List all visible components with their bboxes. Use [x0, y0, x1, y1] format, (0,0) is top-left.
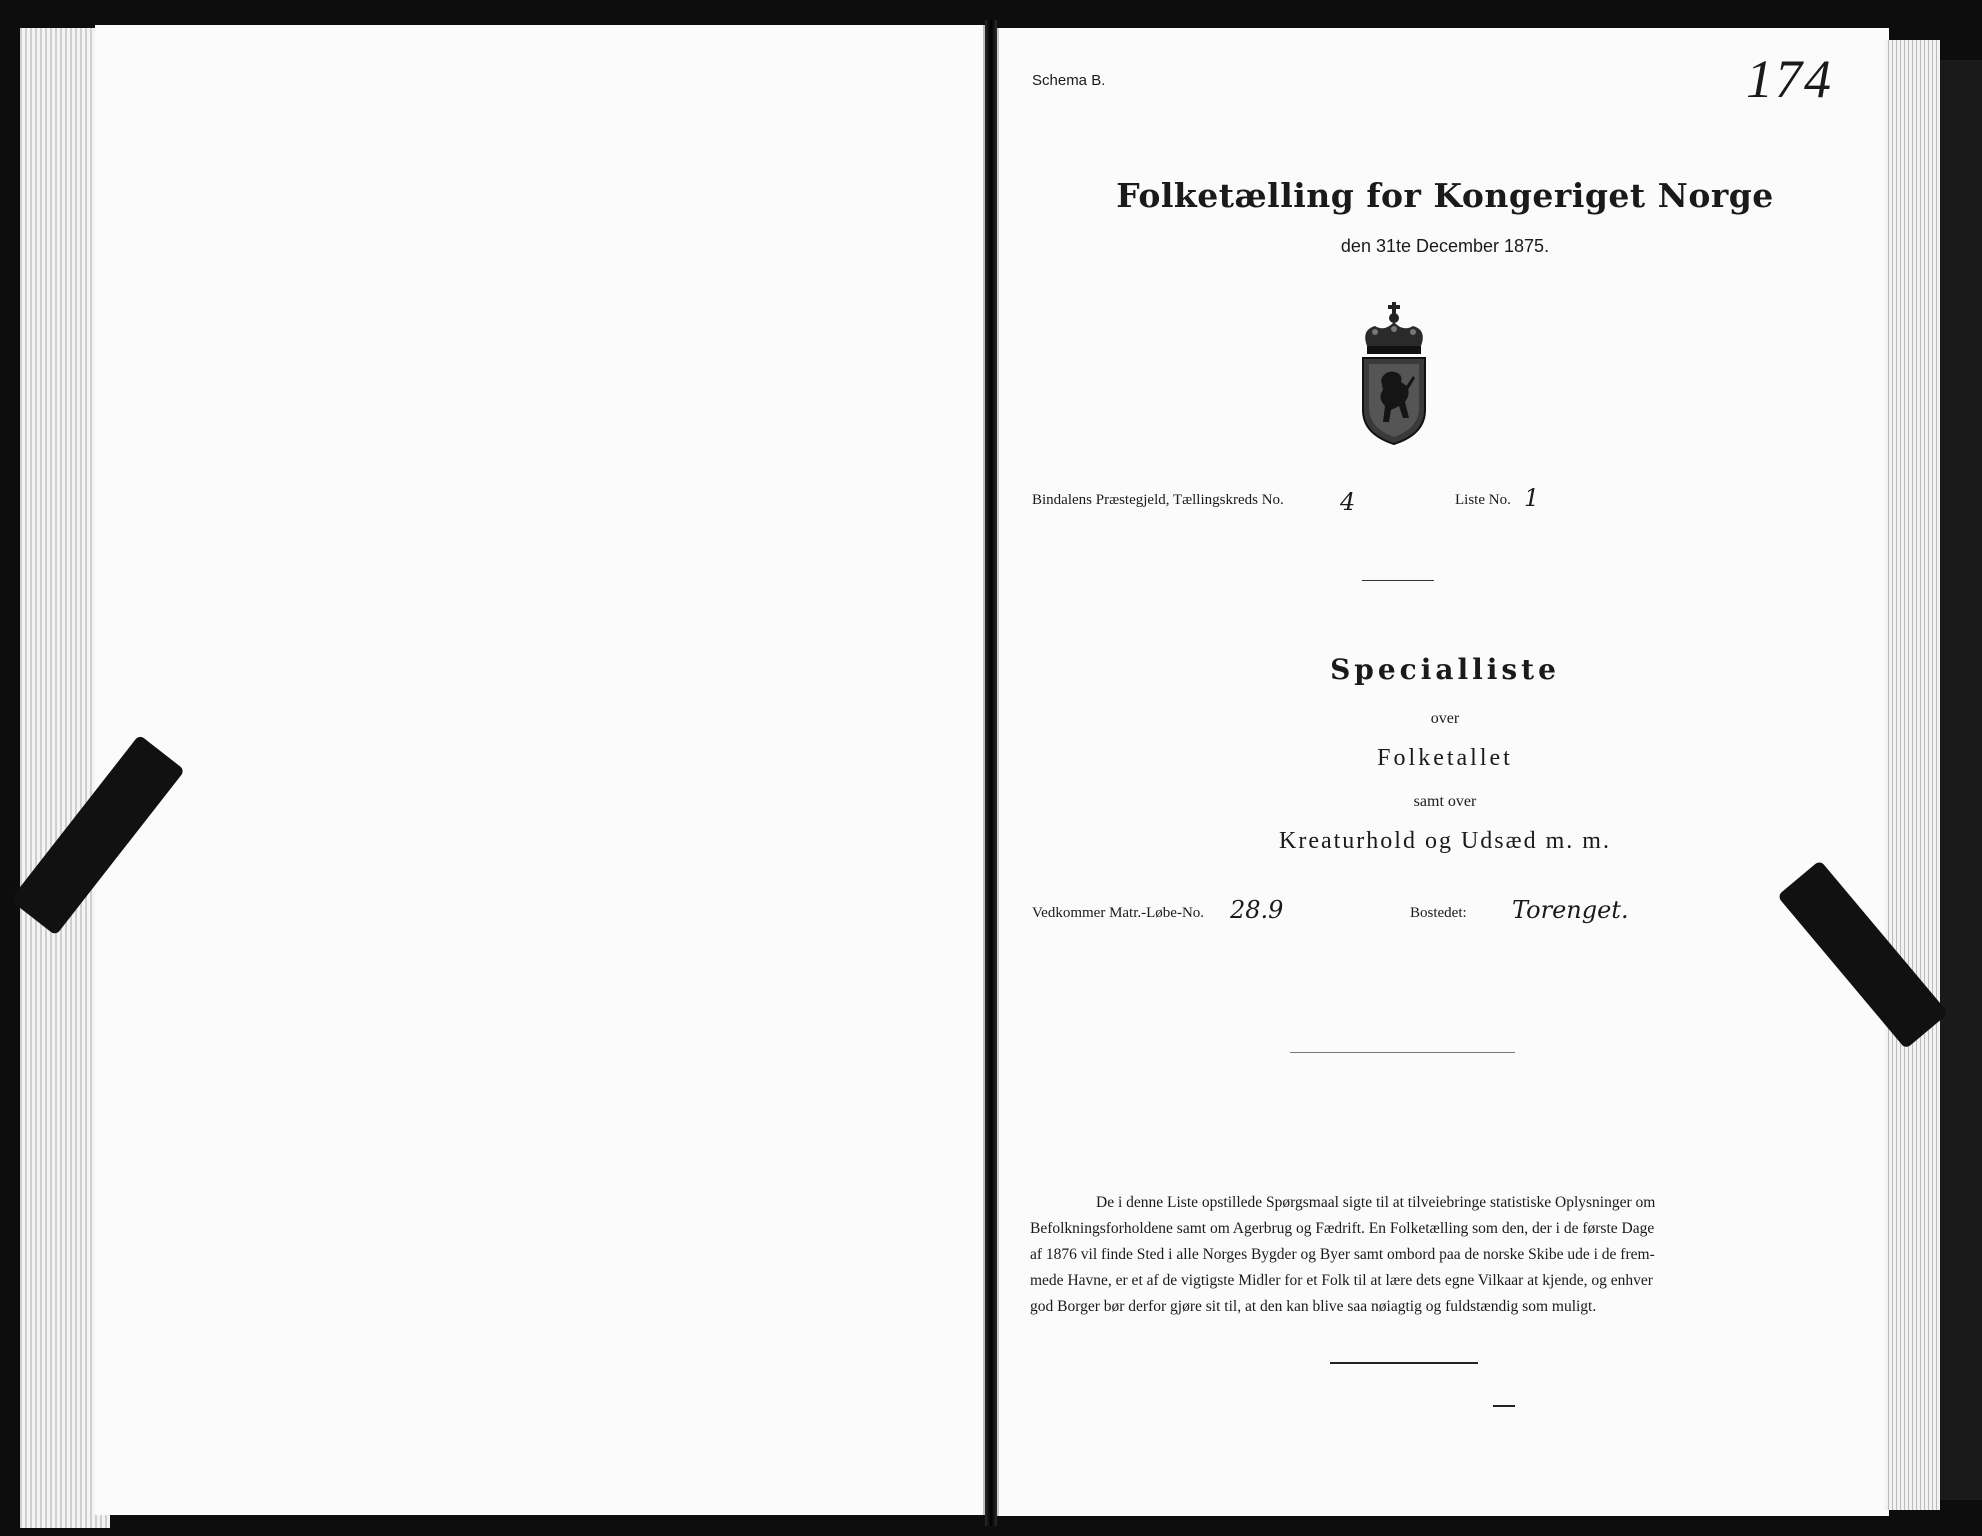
liste-number: 1	[1524, 484, 1540, 512]
right-page-stack	[1885, 40, 1940, 1510]
paragraph-line: af 1876 vil finde Sted i alle Norges Bygder og Byer samt ombord paa de norske Skibe ude i de frem-	[1030, 1246, 1655, 1263]
kreds-number: 4	[1340, 488, 1356, 516]
text-folketallet: Folketallet	[1377, 745, 1513, 771]
divider	[1290, 1052, 1515, 1053]
paragraph-line: De i denne Liste opstillede Spørgsmaal sigte til at tilveiebringe statistiske Oplysninger om	[1096, 1194, 1656, 1211]
divider	[1362, 580, 1434, 581]
norwegian-coat-of-arms-icon	[1355, 302, 1433, 452]
page-title: Folketælling for Kongeriget Norge	[1116, 176, 1774, 215]
bostedet-label: Bostedet:	[1410, 905, 1467, 921]
divider	[1330, 1362, 1478, 1364]
text-samt-over: samt over	[1413, 793, 1477, 810]
district-label: Bindalens Præstegjeld, Tællingskreds No.	[1032, 492, 1284, 508]
bostedet-value: Torenget.	[1512, 896, 1629, 924]
matrikel-value: 28.9	[1230, 896, 1284, 924]
matrikel-label: Vedkommer Matr.-Løbe-No.	[1032, 905, 1205, 921]
heading-specialliste: Specialliste	[1330, 653, 1560, 686]
liste-label: Liste No.	[1455, 492, 1511, 508]
left-page-blank	[95, 25, 985, 1515]
schema-label: Schema B.	[1032, 72, 1106, 89]
paragraph-line: Befolkningsforholdene samt om Agerbrug og Fædrift. En Folketælling som den, der i de første Dage	[1030, 1220, 1655, 1237]
text-over: over	[1430, 710, 1460, 727]
census-date: den 31te December 1875.	[1340, 236, 1550, 256]
folio-number: 174	[1746, 49, 1833, 109]
paragraph-line: mede Havne, er et af de vigtigste Midler for et Folk til at lære dets egne Vilkaar at kjende, og enhver	[1030, 1272, 1653, 1289]
explanatory-paragraph	[1030, 1190, 1715, 1320]
paragraph-line: god Borger bør derfor gjøre sit til, at den kan blive saa nøiagtig og fuldstændig som muligt.	[1030, 1298, 1597, 1315]
text-kreaturhold: Kreaturhold og Udsæd m. m.	[1279, 828, 1611, 854]
book-gutter	[985, 20, 997, 1526]
ink-mark	[1493, 1405, 1515, 1407]
book-edge	[1940, 60, 1982, 1500]
